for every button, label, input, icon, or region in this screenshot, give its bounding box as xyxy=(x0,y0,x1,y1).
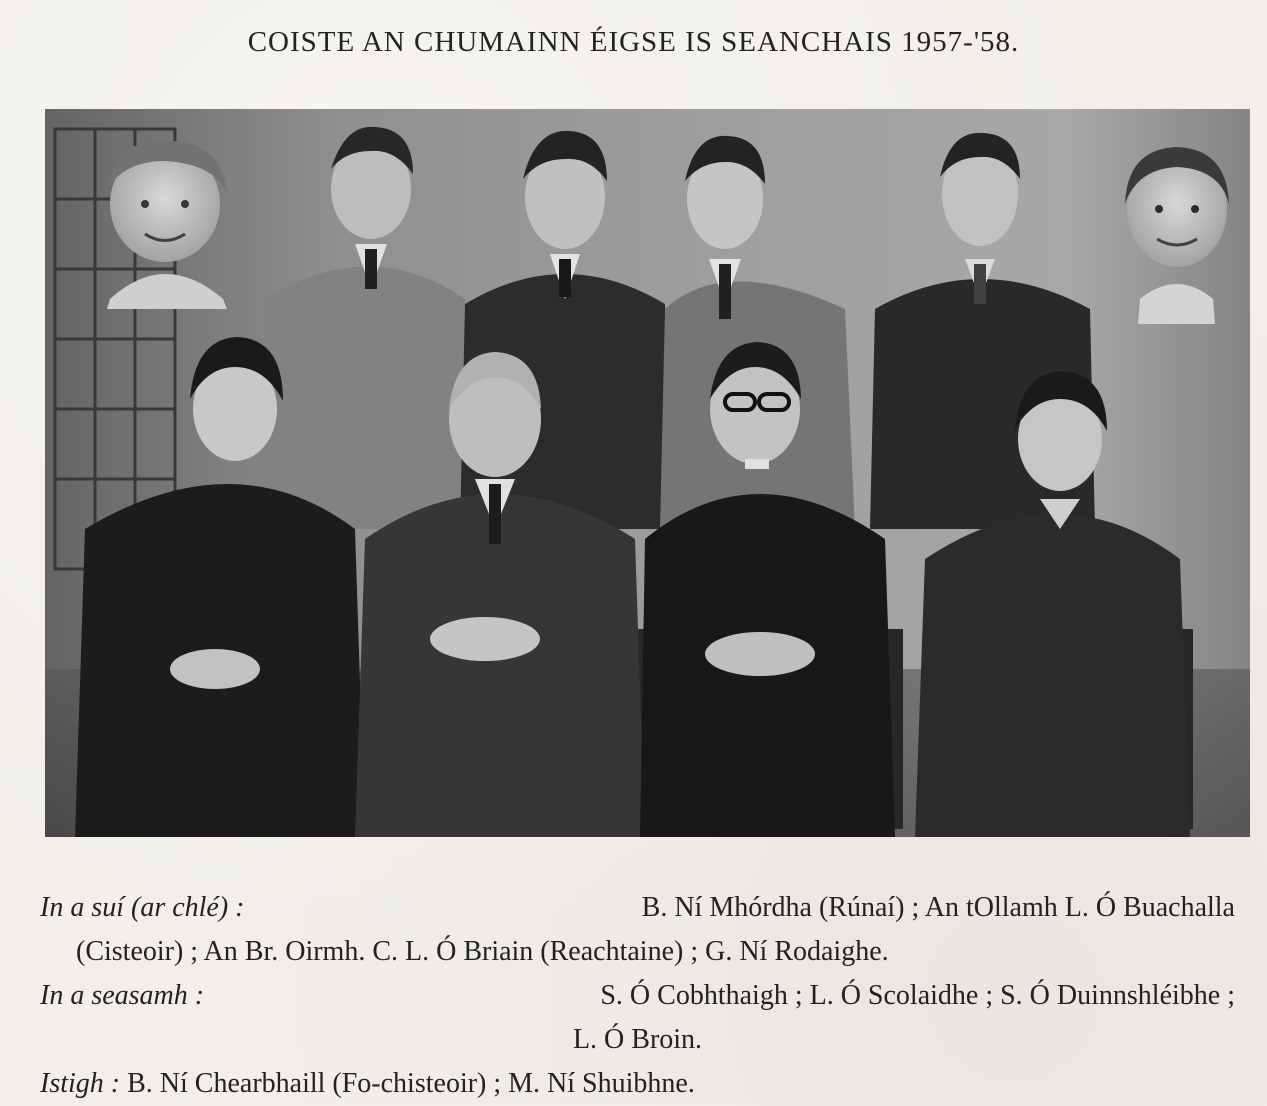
photo-caption xyxy=(40,886,1235,1106)
caption-seated-names-1: B. Ní Mhórdha (Rúnaí) ; An tOllamh L. Ó Buachalla xyxy=(641,892,1235,923)
caption-inset-label: Istigh : xyxy=(40,1068,121,1099)
page-title: COISTE AN CHUMAINN ÉIGSE IS SEANCHAIS 1957-'58. xyxy=(247,26,1020,58)
caption-inset-line xyxy=(40,1062,1235,1106)
caption-seated-line-1 xyxy=(40,886,1235,930)
caption-standing-names-1: S. Ó Cobhthaigh ; L. Ó Scolaidhe ; S. Ó Duinnshléibhe ; xyxy=(600,980,1235,1011)
caption-inset-names: B. Ní Chearbhaill (Fo-chisteoir) ; M. Ní Shuibhne. xyxy=(127,1068,695,1099)
caption-standing-line-2: L. Ó Broin. xyxy=(572,1024,703,1055)
caption-standing-line-1 xyxy=(40,974,1235,1018)
caption-seated-label: In a suí (ar chlé) : xyxy=(40,892,245,923)
caption-seated-line-2: (Cisteoir) ; An Br. Oirmh. C. L. Ó Briain (Reachtaine) ; G. Ní Rodaighe. xyxy=(76,936,889,967)
caption-standing-label: In a seasamh : xyxy=(40,980,205,1011)
group-photograph xyxy=(45,109,1250,837)
